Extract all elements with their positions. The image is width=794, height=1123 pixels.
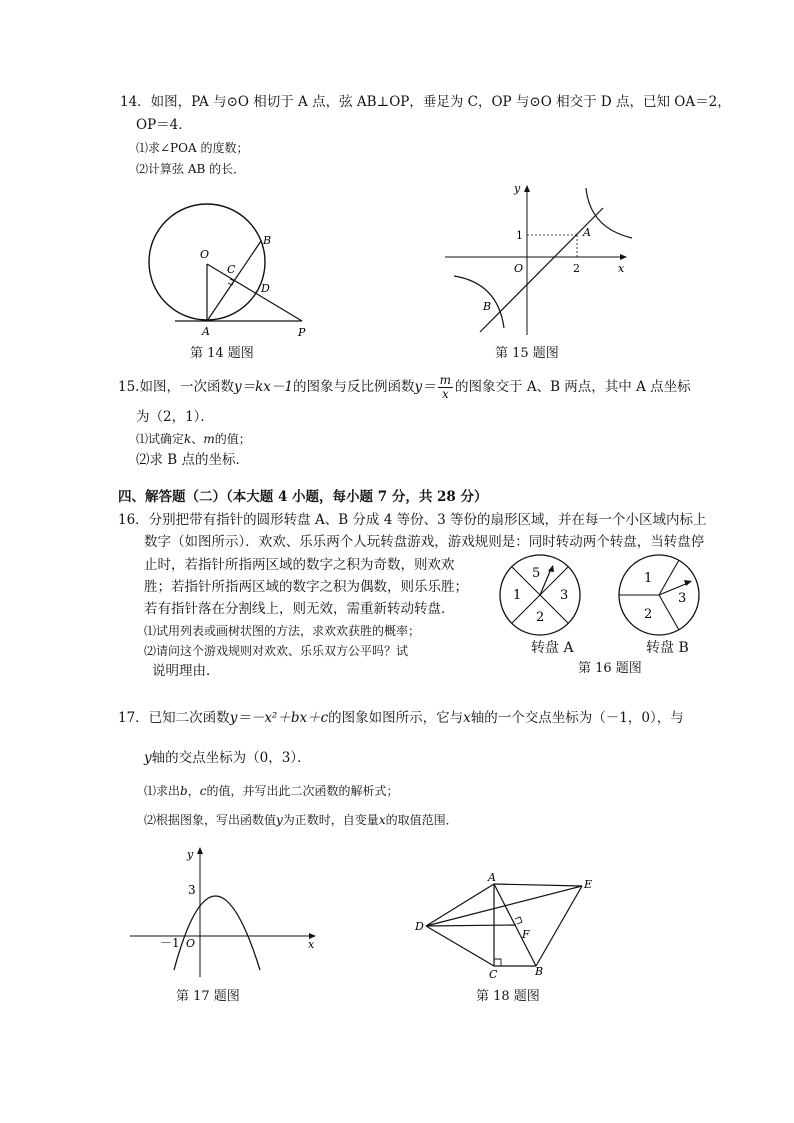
q14-part2: ⑵计算弦 AB 的长．: [136, 162, 246, 176]
q17-p1-c: c: [199, 784, 207, 798]
right-angle-mark-f: [515, 917, 522, 924]
q17-p1-a: ⑴求出: [144, 784, 181, 798]
caption-16: 第 16 题图: [578, 661, 642, 676]
q16-line2: 数字（如图所示）．欢欢、乐乐两个人玩转盘游戏，游戏规则是：同时转动两个转盘，当转盘停: [144, 534, 705, 550]
y-axis-arrow: [197, 847, 203, 854]
segment-df: [426, 925, 516, 926]
q15-inverse-lhs: y＝: [414, 379, 436, 395]
label-origin: O: [514, 262, 524, 275]
label-y: y: [187, 848, 194, 861]
label-f: F: [522, 928, 530, 941]
q14-line1: 14．如图，PA 与⊙O 相切于 A 点，弦 AB⊥OP，垂足为 C，OP 与⊙O 相交于 D 点，已知 OA＝2，: [120, 94, 731, 110]
label-a: A: [488, 871, 496, 884]
segment-eb: [536, 886, 582, 966]
label-c: C: [489, 968, 498, 981]
q16-line4: 胜；若指针所指两区域的数字之积为偶数，则乐乐胜；: [144, 579, 468, 595]
q17-line1: [118, 709, 684, 727]
q14-line2: OP＝4．: [136, 117, 192, 133]
segment-de: [426, 886, 582, 926]
spinner-a-num-1: 1: [513, 588, 522, 603]
label-x: x: [308, 938, 315, 951]
q15-p1-k: k: [184, 432, 192, 446]
q15-frac-den: x: [441, 387, 449, 401]
q17-part2: [144, 811, 458, 829]
q17-y-var: y: [144, 750, 152, 766]
figure-18: [412, 870, 602, 980]
spinner-a-pointer: [540, 569, 551, 595]
label-d: D: [415, 920, 424, 933]
label-origin: O: [186, 937, 196, 950]
q15-mid: 的图象与反比例函数: [293, 379, 415, 395]
q15-intro: 15.如图，一次函数: [118, 379, 234, 395]
caption-15: 第 15 题图: [495, 346, 559, 361]
q17-part1: [144, 782, 398, 800]
y-axis-arrow: [524, 185, 530, 192]
segment-dc: [426, 926, 494, 966]
spinner-b-num-1: 1: [644, 571, 653, 586]
q16-part2-cont: 说明理由．: [152, 663, 220, 679]
q15-p1-sep: 、: [191, 432, 204, 446]
figure-15: [440, 180, 635, 340]
q15-frac-num: m: [439, 373, 452, 387]
hyperbola-first-quadrant: [586, 188, 632, 238]
label-a: A: [202, 325, 210, 338]
q17-p2-a: ⑵根据图象，写出函数值: [144, 813, 277, 827]
segment-ae: [494, 884, 582, 886]
spinner-a-num-3: 3: [560, 588, 569, 603]
label-e: E: [584, 878, 593, 891]
segment-da: [426, 884, 494, 926]
spinner-a-label: 转盘 A: [531, 640, 574, 656]
spinner-b-divider-2: [659, 560, 679, 595]
q15-linear-eq: y＝kx－1: [233, 379, 293, 395]
q15-line1: [118, 371, 691, 403]
q17-x-var: x: [463, 710, 471, 726]
q15-tail: 的图象交于 A、B 两点，其中 A 点坐标: [455, 379, 691, 395]
q15-p1-m: m: [203, 432, 215, 446]
label-three: 3: [188, 883, 196, 897]
q17-p2-c: 的取值范围．: [385, 813, 458, 827]
label-o: O: [200, 248, 210, 261]
q17-line2-text: 轴的交点坐标为（0，3）．: [151, 750, 311, 766]
q16-line3: 止时，若指针所指两区域的数字之积为奇数，则欢欢: [144, 557, 455, 573]
q17-p2-x: x: [378, 813, 386, 827]
q16-line1: 16．分别把带有指针的圆形转盘 A、B 分成 4 等份、3 等份的扇形区域，并在每一个小区域内标上: [118, 512, 707, 528]
q17-tail: 轴的一个交点坐标为（－1，0），与: [470, 710, 684, 726]
label-y: y: [514, 182, 521, 195]
spinner-a: [500, 555, 580, 635]
label-b: B: [263, 234, 272, 247]
label-two: 2: [573, 262, 580, 275]
q15-p1-a: ⑴试确定: [136, 432, 185, 446]
q17-p2-b: 为正数时，自变量: [282, 813, 379, 827]
q15-part1: [136, 430, 251, 448]
q17-intro: 17．已知二次函数: [118, 710, 230, 726]
spinner-b-divider-3: [659, 595, 679, 630]
q17-eq: y＝－x²＋bx＋c: [229, 710, 329, 726]
spinner-b-num-3: 3: [678, 591, 687, 606]
caption-14: 第 14 题图: [190, 346, 254, 361]
label-c: C: [227, 263, 236, 276]
hyperbola-third-quadrant: [454, 276, 504, 328]
q17-p1-sep: ，: [187, 784, 200, 798]
label-p: P: [298, 326, 306, 339]
spinner-a-pointer-tip: [548, 565, 554, 572]
q17-p1-d: 的值，并写出此二次函数的解析式；: [206, 784, 399, 798]
q15-part2: ⑵求 B 点的坐标．: [136, 452, 250, 468]
segment-op: [207, 264, 302, 321]
caption-17: 第 17 题图: [176, 989, 240, 1004]
q17-p1-b: b: [180, 784, 188, 798]
q15-p1-b: 的值；: [214, 432, 251, 446]
label-b: B: [535, 965, 544, 978]
figure-17: [128, 842, 328, 982]
q17-p2-y: y: [276, 813, 283, 827]
spinner-b-pointer-tip: [684, 580, 692, 586]
spinner-a-num-5: 5: [532, 566, 541, 581]
label-b: B: [483, 300, 492, 313]
label-one: 1: [516, 229, 523, 242]
caption-18: 第 18 题图: [476, 989, 540, 1004]
label-x: x: [618, 262, 625, 275]
spinner-b-label: 转盘 B: [646, 640, 689, 656]
label-neg1: －1: [160, 936, 180, 950]
right-angle-mark-c: [494, 959, 501, 966]
q15-line2: 为（2，1）．: [136, 409, 214, 425]
q14-part1: ⑴求∠POA 的度数；: [136, 141, 249, 155]
q17-mid: 的图象如图所示，它与: [328, 710, 464, 726]
q15-fraction: [438, 374, 453, 401]
section4-heading: 四、解答题（二）（本大题 4 小题，每小题 7 分，共 28 分）: [118, 489, 488, 505]
q16-line5: 若有指针落在分割线上，则无效，需重新转动转盘．: [144, 601, 455, 617]
q16-part2: ⑵请问这个游戏规则对欢欢、乐乐双方公平吗？试: [144, 644, 409, 658]
q16-part1: ⑴试用列表或画树状图的方法，求欢欢获胜的概率；: [144, 624, 421, 638]
label-a: A: [583, 226, 591, 239]
q17-line2: [144, 749, 311, 767]
spinner-a-num-2: 2: [536, 610, 545, 625]
figure-14: [130, 200, 330, 340]
spinner-b: [619, 555, 699, 635]
spinner-b-num-2: 2: [644, 607, 653, 622]
parabola: [174, 896, 260, 970]
label-d: D: [261, 282, 270, 295]
x-axis-arrow: [620, 254, 627, 260]
